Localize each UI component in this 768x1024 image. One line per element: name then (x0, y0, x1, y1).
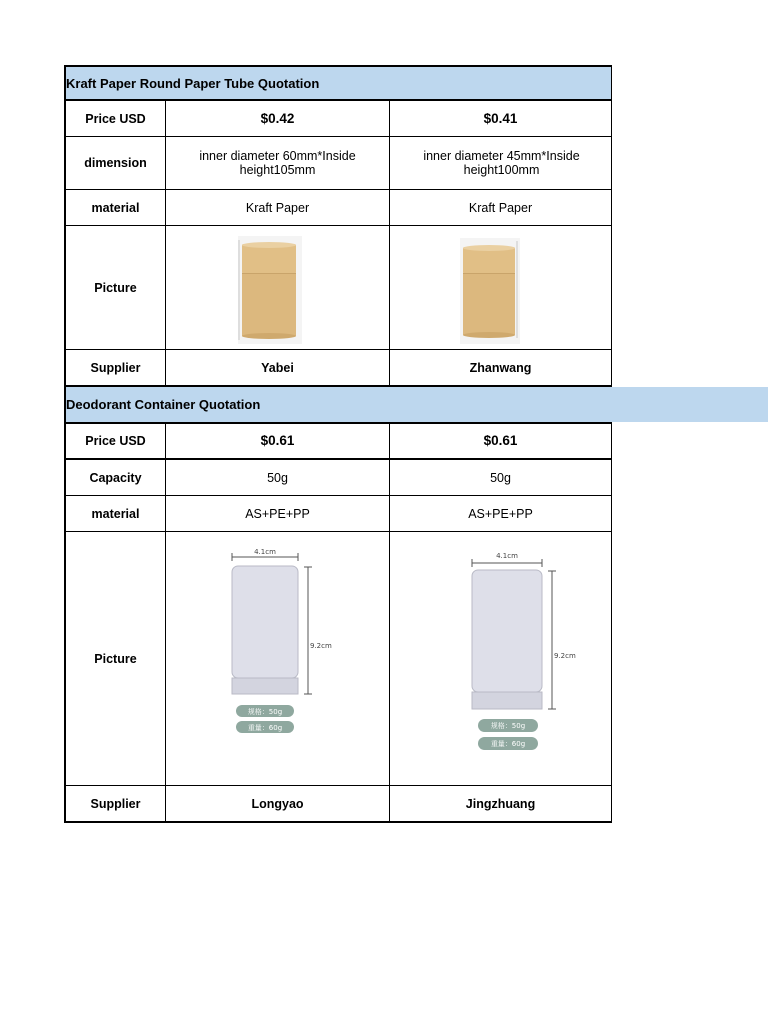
kraft-tube-image-a (238, 236, 302, 344)
kraft-dimension-b: inner diameter 45mm*Inside height100mm (423, 149, 580, 177)
deodorant-container-image-b (466, 548, 586, 756)
grid-line (64, 821, 612, 823)
kraft-material-label: material (91, 200, 140, 215)
width-dimension-label: 4.1cm (254, 548, 276, 556)
spec-tag-label: 规格：50g (490, 722, 526, 730)
deo-price-b: $0.61 (483, 433, 518, 448)
kraft-supplier-b: Zhanwang (469, 360, 532, 375)
deo-material-b: AS+PE+PP (468, 506, 533, 521)
grid-line (611, 65, 612, 387)
deo-supplier-label: Supplier (90, 796, 141, 811)
grid-line (165, 100, 166, 386)
height-dimension-label: 9.2cm (554, 652, 576, 660)
deodorant-container-image-a (224, 546, 334, 738)
grid-line (389, 100, 390, 386)
kraft-supplier-label: Supplier (90, 360, 141, 375)
kraft-price-a: $0.42 (260, 110, 295, 126)
deo-supplier-a: Longyao (251, 796, 304, 811)
kraft-picture-label: Picture (94, 280, 137, 295)
deo-capacity-b: 50g (490, 470, 511, 485)
grid-line (64, 65, 612, 67)
kraft-price-b: $0.41 (483, 110, 518, 126)
kraft-dimension-label: dimension (84, 156, 147, 170)
deo-capacity-label: Capacity (89, 470, 142, 485)
deo-price-label: Price USD (85, 434, 146, 448)
kraft-material-b: Kraft Paper (468, 200, 533, 215)
width-dimension-label: 4.1cm (496, 552, 518, 560)
deo-material-a: AS+PE+PP (245, 506, 310, 521)
deo-material-label: material (91, 506, 140, 521)
deo-capacity-a: 50g (267, 470, 288, 485)
kraft-section-header: Kraft Paper Round Paper Tube Quotation (64, 66, 612, 100)
deo-price-a: $0.61 (260, 433, 295, 448)
kraft-supplier-a: Yabei (261, 360, 294, 375)
deo-picture-label: Picture (94, 651, 137, 666)
deodorant-section-header: Deodorant Container Quotation (64, 387, 768, 422)
kraft-tube-image-b (460, 238, 520, 344)
deo-supplier-b: Jingzhuang (465, 796, 536, 811)
weight-tag-label: 重量：60g (490, 740, 526, 748)
height-dimension-label: 9.2cm (310, 642, 332, 650)
kraft-dimension-a: inner diameter 60mm*Inside height105mm (199, 149, 356, 177)
weight-tag-label: 重量：60g (247, 724, 283, 732)
kraft-material-a: Kraft Paper (245, 200, 310, 215)
spec-tag-label: 规格：50g (247, 708, 283, 716)
kraft-price-label: Price USD (85, 111, 146, 126)
grid-line (611, 423, 612, 822)
